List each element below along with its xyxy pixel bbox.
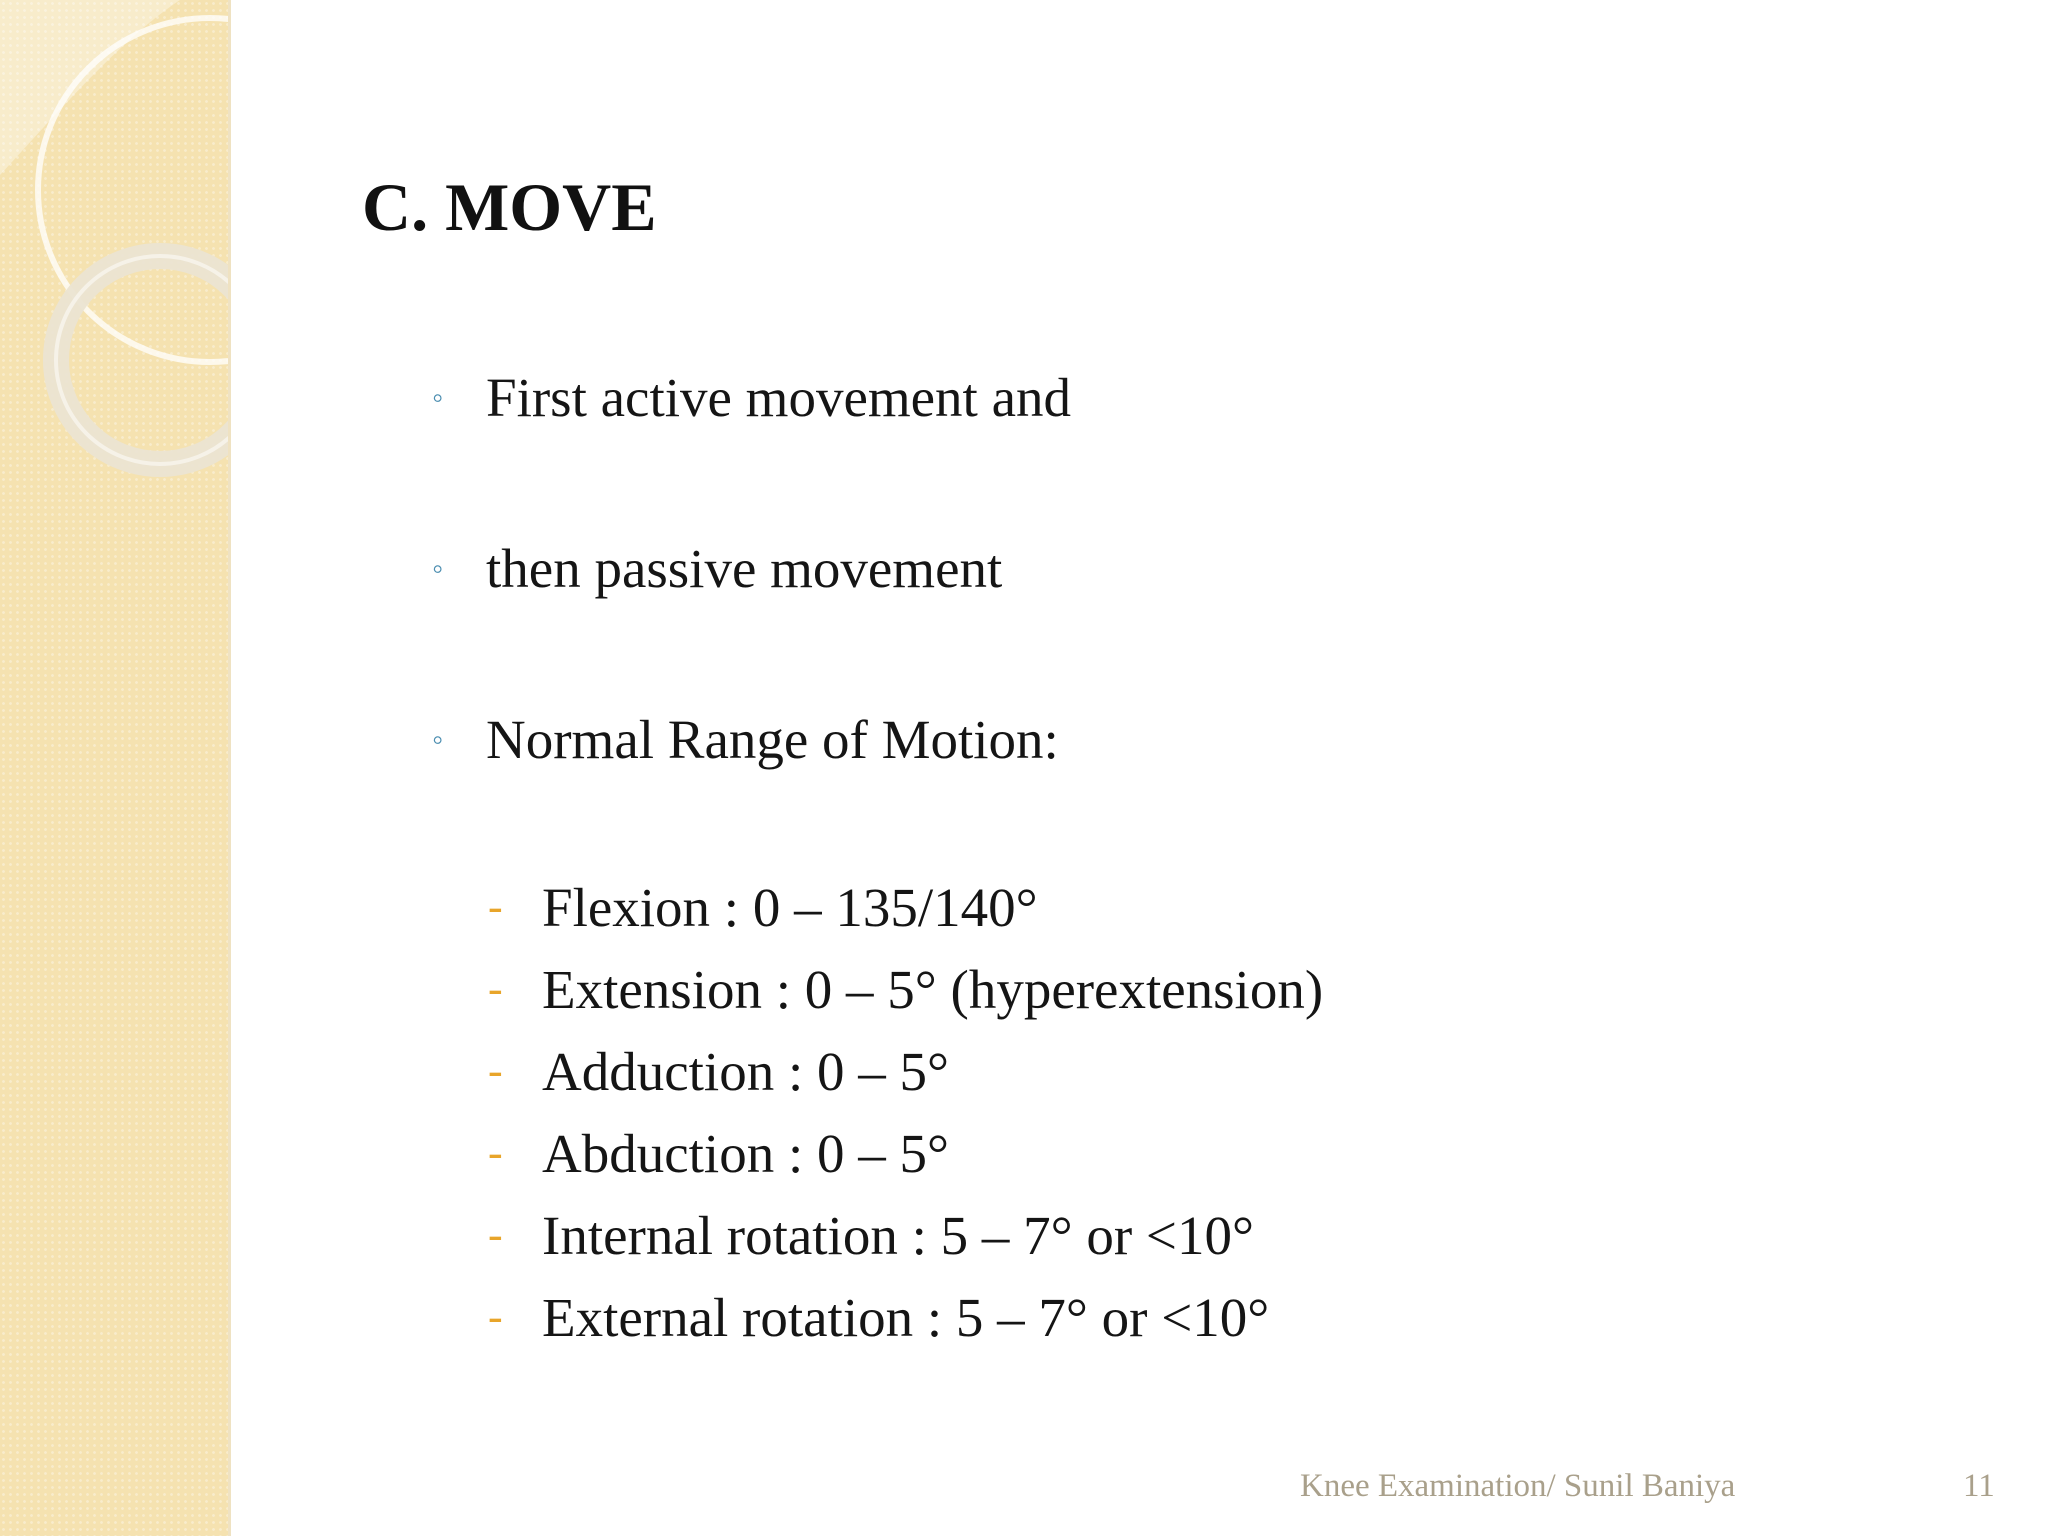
sub-item-text: Abduction : 0 – 5°: [542, 1122, 949, 1184]
footer-title: Knee Examination/ Sunil Baniya: [1300, 1468, 1736, 1504]
sub-list-item: [488, 1202, 1254, 1268]
bullet-text: then passive movement: [486, 537, 1003, 599]
sub-list-item: [488, 1284, 1269, 1350]
sub-item-text: Internal rotation : 5 – 7° or <10°: [542, 1204, 1254, 1266]
page-number: 11: [1963, 1468, 1995, 1504]
bullet-circle-icon: ◦: [432, 721, 444, 757]
bullet-text: Normal Range of Motion:: [486, 708, 1059, 770]
bullet-circle-icon: ◦: [432, 550, 444, 586]
bullet-item: [432, 362, 1071, 432]
dash-bullet-icon: -: [488, 1292, 503, 1341]
dash-bullet-icon: -: [488, 882, 503, 931]
sub-list-item: [488, 956, 1323, 1022]
bullet-text: First active movement and: [486, 366, 1071, 428]
dash-bullet-icon: -: [488, 1046, 503, 1095]
sub-item-text: External rotation : 5 – 7° or <10°: [542, 1286, 1270, 1348]
sub-item-text: Extension : 0 – 5° (hyperextension): [542, 958, 1324, 1020]
sub-item-text: Adduction : 0 – 5°: [542, 1040, 949, 1102]
dash-bullet-icon: -: [488, 1210, 503, 1259]
slide-title: C. MOVE: [362, 169, 657, 245]
bullet-circle-icon: ◦: [432, 379, 444, 415]
sub-item-text: Flexion : 0 – 135/140°: [542, 876, 1038, 938]
dash-bullet-icon: -: [488, 1128, 503, 1177]
dash-bullet-icon: -: [488, 964, 503, 1013]
bullet-item: [432, 533, 1002, 603]
sub-list-item: [488, 1120, 949, 1186]
sub-list-item: [488, 874, 1038, 940]
sub-list-item: [488, 1038, 949, 1104]
bullet-item: [432, 704, 1059, 774]
